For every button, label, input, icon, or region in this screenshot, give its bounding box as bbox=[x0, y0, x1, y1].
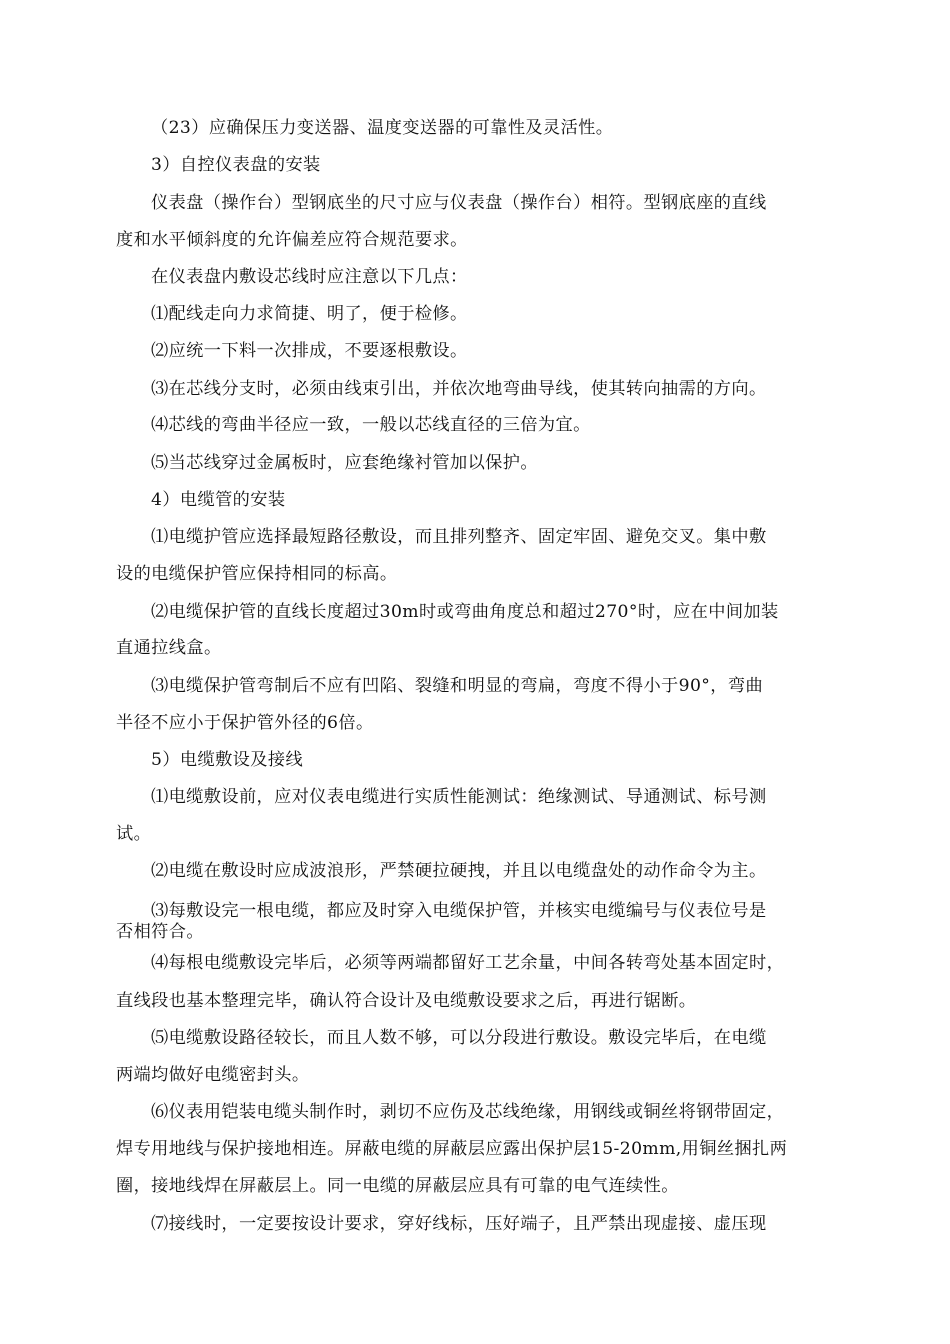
list-item: ⑶在芯线分支时，必须由线束引出，并依次地弯曲导线，使其转向抽需的方向。 bbox=[151, 379, 767, 399]
paragraph-line: 度和水平倾斜度的允许偏差应符合规范要求。 bbox=[116, 230, 468, 250]
list-item: ⑷芯线的弯曲半径应一致，一般以芯线直径的三倍为宜。 bbox=[151, 415, 591, 435]
list-item: ⑵电缆保护管的直线长度超过30m时或弯曲角度总和超过270°时，应在中间加装 bbox=[151, 602, 779, 622]
section-heading: 4）电缆管的安装 bbox=[151, 490, 286, 510]
list-item: ⑸电缆敷设路径较长，而且人数不够，可以分段进行敷设。敷设完毕后，在电缆 bbox=[151, 1028, 767, 1048]
list-item: 试。 bbox=[116, 824, 152, 844]
list-item: ⑴电缆护管应选择最短路径敷设，而且排列整齐、固定牢固、避免交叉。集中敷 bbox=[151, 527, 767, 547]
list-item: ⑴配线走向力求简捷、明了，便于检修。 bbox=[151, 304, 468, 324]
list-item: ⑶每敷设完一根电缆，都应及时穿入电缆保护管，并核实电缆编号与仪表位号是 bbox=[151, 901, 767, 921]
list-item: 焊专用地线与保护接地相连。屏蔽电缆的屏蔽层应露出保护层15-20mm,用铜丝捆扎两 bbox=[116, 1139, 788, 1159]
list-item: ⑹仪表用铠装电缆头制作时，剥切不应伤及芯线绝缘，用钢线或铜丝将钢带固定， bbox=[151, 1102, 785, 1122]
list-item: 直通拉线盒。 bbox=[116, 638, 222, 658]
list-item: 设的电缆保护管应保持相同的标高。 bbox=[116, 564, 398, 584]
section-heading: 5）电缆敷设及接线 bbox=[151, 750, 304, 770]
list-item: ⑶电缆保护管弯制后不应有凹陷、裂缝和明显的弯扁，弯度不得小于90°，弯曲 bbox=[151, 676, 764, 696]
list-item: 否相符合。 bbox=[116, 922, 204, 942]
list-item: ⑸当芯线穿过金属板时，应套绝缘衬管加以保护。 bbox=[151, 453, 538, 473]
list-item: ⑵应统一下料一次排成，不要逐根敷设。 bbox=[151, 341, 468, 361]
paragraph-line: 仪表盘（操作台）型钢底坐的尺寸应与仪表盘（操作台）相符。型钢底座的直线 bbox=[151, 193, 767, 213]
list-item: ⑷每根电缆敷设完毕后，必须等两端都留好工艺余量，中间各转弯处基本固定时， bbox=[151, 953, 785, 973]
paragraph-line: （23）应确保压力变送器、温度变送器的可靠性及灵活性。 bbox=[151, 118, 614, 138]
list-item: ⑴电缆敷设前，应对仪表电缆进行实质性能测试：绝缘测试、导通测试、标号测 bbox=[151, 787, 767, 807]
list-item: 半径不应小于保护管外径的6倍。 bbox=[116, 713, 374, 733]
paragraph-line: 在仪表盘内敷设芯线时应注意以下几点： bbox=[151, 267, 468, 287]
list-item: 两端均做好电缆密封头。 bbox=[116, 1065, 310, 1085]
list-item: 圈，接地线焊在屏蔽层上。同一电缆的屏蔽层应具有可靠的电气连续性。 bbox=[116, 1176, 679, 1196]
section-heading: 3）自控仪表盘的安装 bbox=[151, 155, 321, 175]
list-item: ⑵电缆在敷设时应成波浪形，严禁硬拉硬拽，并且以电缆盘处的动作命令为主。 bbox=[151, 861, 767, 881]
list-item: ⑺接线时，一定要按设计要求，穿好线标，压好端子，且严禁出现虚接、虚压现 bbox=[151, 1214, 767, 1234]
list-item: 直线段也基本整理完毕，确认符合设计及电缆敷设要求之后，再进行锯断。 bbox=[116, 991, 697, 1011]
